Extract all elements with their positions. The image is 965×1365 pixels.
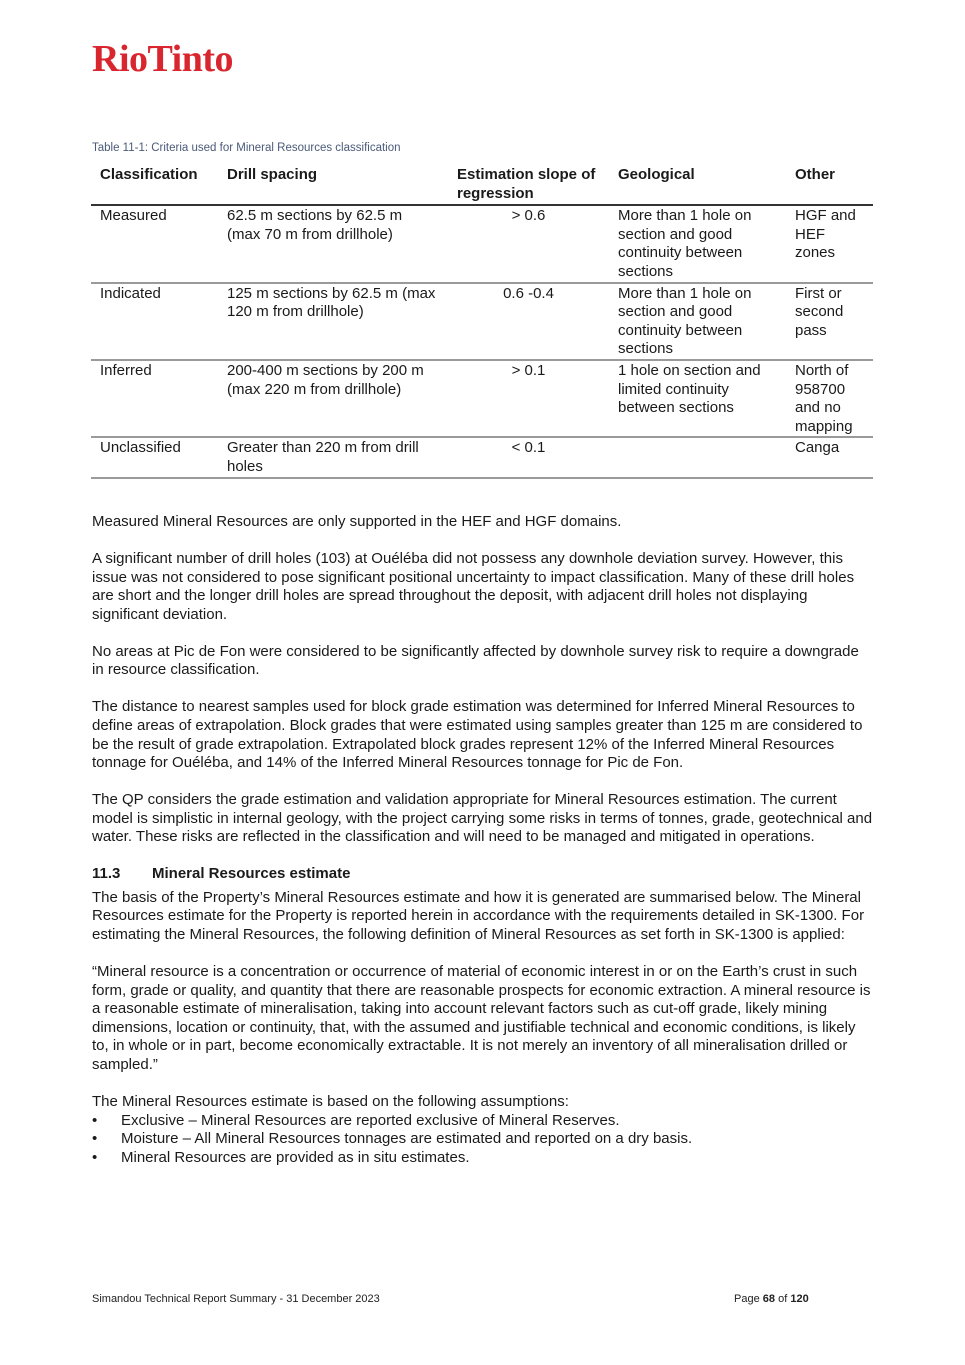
- table-cell: More than 1 hole on section and good continuity between sections: [609, 283, 786, 360]
- table-cell: Canga: [786, 437, 873, 477]
- body-text: [92, 513, 874, 1167]
- table-cell: First or second pass: [786, 283, 873, 360]
- bullet-icon: •: [92, 1111, 98, 1129]
- page-label: Page: [734, 1293, 760, 1305]
- table-cell: Unclassified: [91, 437, 218, 477]
- paragraph: No areas at Pic de Fon were considered to be significantly affected by downhole survey risk to require a downgrade in resource classification.: [92, 642, 859, 679]
- classification-criteria-table: [91, 163, 873, 479]
- header-classification: Classification: [91, 163, 218, 205]
- current-page: 68: [762, 1293, 776, 1305]
- table-cell: < 0.1: [448, 437, 609, 477]
- page-of: of: [778, 1293, 788, 1305]
- table-cell: North of 958700 and no mapping: [786, 360, 873, 437]
- paragraph: The Mineral Resources estimate is based on the following assumptions:: [92, 1092, 569, 1110]
- header-other: Other: [786, 163, 873, 205]
- table-cell: [609, 437, 786, 477]
- section-number: 11.3: [92, 865, 121, 883]
- header-geological: Geological: [609, 163, 786, 205]
- table-cell: 0.6 -0.4: [448, 283, 609, 360]
- list-item-text: Exclusive – Mineral Resources are reported exclusive of Mineral Reserves.: [121, 1111, 620, 1129]
- list-item: [92, 1112, 874, 1131]
- paragraph: A significant number of drill holes (103) at Ouéléba did not possess any downhole deviation survey. However, this issue was not considered to pose significant positional uncertainty to impact classification. Many of these drill holes are short and the longer drill holes are spread throughout the deposit, with adjacent drill holes not displaying significant deviation.: [92, 549, 855, 623]
- header-estimation-slope: Estimation slope of regression: [448, 163, 609, 205]
- table-cell: 1 hole on section and limited continuity between sections: [609, 360, 786, 437]
- paragraph: The distance to nearest samples used for block grade estimation was determined for Inferred Mineral Resources to define areas of extrapolation. Block grades that were estimated using samples greater than 125 m are considered to be the result of grade extrapolation. Extrapolated block grades represent 12% of the Inferred Mineral Resources tonnage for Ouéléba, and 14% of the Inferred Mineral Resources tonnage for Pic de Fon.: [92, 698, 863, 772]
- paragraph: Measured Mineral Resources are only supported in the HEF and HGF domains.: [92, 513, 622, 530]
- table-cell: 125 m sections by 62.5 m (max 120 m from drillhole): [218, 283, 448, 360]
- list-item: [92, 1130, 874, 1149]
- rio-tinto-logo: RioTinto: [92, 38, 234, 80]
- table-cell: > 0.1: [448, 360, 609, 437]
- table-cell: Inferred: [91, 360, 218, 437]
- table-cell: 200-400 m sections by 200 m (max 220 m from drillhole): [218, 360, 448, 437]
- header-drill-spacing: Drill spacing: [218, 163, 448, 205]
- table-row: [91, 437, 873, 477]
- table-row: [91, 205, 873, 282]
- section-heading: [92, 865, 874, 884]
- table-row: [91, 360, 873, 437]
- total-pages: 120: [790, 1293, 809, 1305]
- assumptions-list: [92, 1112, 874, 1168]
- bullet-icon: •: [92, 1148, 98, 1166]
- footer-page-number: [734, 1293, 809, 1305]
- table-cell: More than 1 hole on section and good continuity between sections: [609, 205, 786, 282]
- section-title: Mineral Resources estimate: [152, 865, 351, 883]
- quote-paragraph: “Mineral resource is a concentration or occurrence of material of economic interest in or on the Earth’s crust in such form, grade or quality, and quantity that there are reasonable prospects for economic extraction. A mineral resource is a reasonable estimate of mineralisation, taking into account relevant factors such as cut-off grade, likely mining dimensions, location or continuity, that, with the assumed and justifiable technical and economic conditions, is likely to, in whole or in part, become economically extractable. It is not merely an inventory of all mineralisation drilled or sampled.”: [92, 963, 871, 1073]
- list-item-text: Mineral Resources are provided as in situ estimates.: [121, 1148, 470, 1166]
- table-header-row: [91, 163, 873, 205]
- table-cell: HGF and HEF zones: [786, 205, 873, 282]
- list-item-text: Moisture – All Mineral Resources tonnages are estimated and reported on a dry basis.: [121, 1130, 693, 1148]
- paragraph: The QP considers the grade estimation and validation appropriate for Mineral Resources estimation. The current model is simplistic in internal geology, with the project carrying some risks in terms of tonnes, grade, geotechnical and water. These risks are reflected in the classification and will need to be managed and mitigated in operations.: [92, 791, 873, 846]
- table-cell: > 0.6: [448, 205, 609, 282]
- table-cell: 62.5 m sections by 62.5 m (max 70 m from drillhole): [218, 205, 448, 282]
- table-row: [91, 283, 873, 360]
- table-cell: Greater than 220 m from drill holes: [218, 437, 448, 477]
- list-item: [92, 1149, 874, 1168]
- bullet-icon: •: [92, 1130, 98, 1148]
- paragraph: The basis of the Property’s Mineral Resources estimate and how it is generated are summarised below. The Mineral Resources estimate for the Property is reported herein in accordance with the requirements detailed in SK-1300. For estimating the Mineral Resources, the following definition of Mineral Resources as set forth in SK-1300 is applied:: [92, 888, 865, 944]
- footer-doc-title: Simandou Technical Report Summary - 31 December 2023: [92, 1293, 380, 1305]
- table-cell: Measured: [91, 205, 218, 282]
- table-cell: Indicated: [91, 283, 218, 360]
- table-caption: Table 11-1: Criteria used for Mineral Resources classification: [92, 142, 401, 154]
